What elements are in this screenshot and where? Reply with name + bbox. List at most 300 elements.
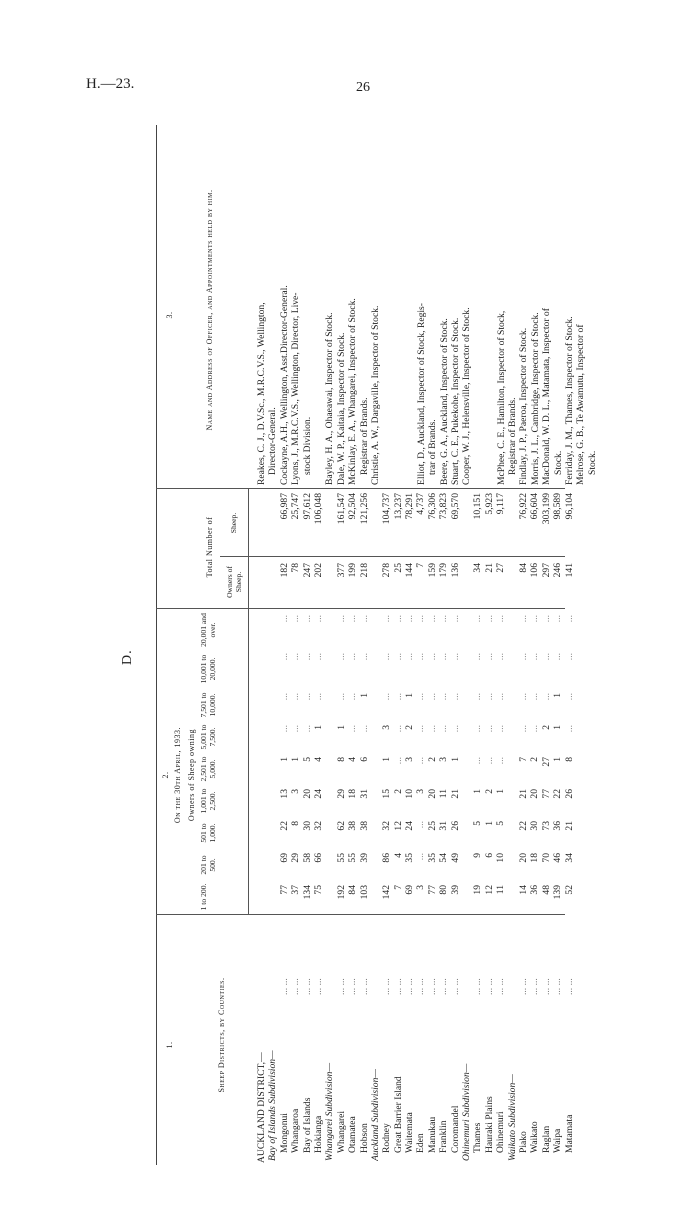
table-cell: ...	[312, 693, 324, 701]
table-cell: 55	[335, 853, 347, 863]
leader-dots: ... ...	[449, 978, 461, 995]
table-cell: 4,737	[415, 493, 427, 515]
table-cell: 8	[290, 821, 302, 826]
leader-dots: ... ...	[426, 978, 438, 995]
range-8: 10,001 to 20,000.	[199, 654, 217, 684]
table-cell: 1	[495, 789, 507, 794]
table-cell: ...	[278, 615, 290, 623]
table-cell: 62	[335, 821, 347, 831]
table-cell: 4	[312, 757, 324, 762]
table-cell: 66,987	[278, 493, 290, 520]
district-name: Ohinemuri Subdivision—	[461, 1063, 473, 1161]
range-6: 5,001 to 7,500.	[199, 724, 217, 750]
col2-title: On the 30th April, 1933.	[173, 726, 182, 824]
district-name: Raglan	[540, 1125, 552, 1153]
leader-dots: ... ...	[552, 978, 564, 995]
table-cell: 192	[335, 885, 347, 900]
table-cell: ...	[449, 653, 461, 661]
table-cell: 26	[563, 789, 575, 799]
table-cell: ...	[426, 693, 438, 701]
table-cell: 31	[358, 789, 370, 799]
table-cell: 1	[290, 757, 302, 762]
leader-dots: ... ...	[563, 978, 575, 995]
table-cell: ...	[563, 615, 575, 623]
table-cell: 30	[301, 821, 313, 831]
table-cell: 8	[563, 757, 575, 762]
table-cell: 36	[529, 885, 541, 895]
officer-line: Registrar of Brands.	[358, 397, 370, 475]
table-cell: ...	[358, 725, 370, 733]
table-cell: ...	[438, 653, 450, 661]
officer-line: McPhee, C. E., Hamilton, Inspector of Stock,	[495, 310, 507, 485]
table-cell: ...	[392, 653, 404, 661]
table-cell: 15	[381, 789, 393, 799]
table-cell: ...	[438, 725, 450, 733]
table-cell: ...	[449, 693, 461, 701]
col1-number: 1.	[165, 1041, 174, 1049]
table-cell: ...	[483, 653, 495, 661]
officer-line	[404, 253, 415, 485]
table-cell: 69	[404, 885, 416, 895]
table-cell: ...	[449, 615, 461, 623]
leader-dots: ... ...	[483, 978, 495, 995]
table-cell: ...	[358, 653, 370, 661]
table-cell: ...	[381, 693, 393, 701]
table-cell: 73,823	[438, 493, 450, 520]
col3-title: Name and Address of Officer, and Appointments held by him.	[205, 189, 214, 431]
table-cell: 13,237	[392, 493, 404, 520]
table-cell: 6	[483, 853, 495, 858]
table-cell: 246	[552, 563, 564, 578]
table-cell: 1	[335, 725, 347, 730]
officer-line: Stuart, C. E., Pukekohe, Inspector of Stock.	[449, 317, 461, 485]
table-cell: ...	[472, 615, 484, 623]
table-cell: 32	[381, 821, 393, 831]
district-name: Rodney	[381, 1123, 393, 1153]
table-cell: ...	[392, 757, 404, 765]
table-cell: 22	[517, 821, 529, 831]
table-cell: 5	[472, 821, 484, 826]
officer-line: MacDonald, W. D. L., Matamata, Inspector of	[541, 308, 553, 485]
table-cell: 30	[529, 821, 541, 831]
col3-number: 3.	[165, 311, 174, 319]
table-cell: ...	[426, 653, 438, 661]
table-cell: ...	[540, 615, 552, 623]
table-cell: 73	[540, 821, 552, 831]
table-cell: 27	[540, 757, 552, 767]
table-cell: 1	[381, 757, 393, 762]
table-cell: 8	[335, 757, 347, 762]
table-cell: 48	[540, 885, 552, 895]
district-name: Coromandel	[449, 1105, 461, 1153]
district-name: Ohinemuri	[495, 1111, 507, 1153]
table-cell: 7	[415, 563, 427, 568]
table-cell: ...	[312, 653, 324, 661]
table-cell: ...	[415, 693, 427, 701]
officer-line: Melrose, G. B., Te Awamutu, Inspector of	[575, 324, 587, 485]
table-cell: 139	[552, 885, 564, 900]
district-name: Matamata	[563, 1114, 575, 1153]
table-cell: 78,291	[404, 493, 416, 520]
district-name: Auckland Subdivision—	[369, 1069, 381, 1161]
sheep-header: Sheep.	[229, 512, 238, 534]
table-cell: 159	[426, 563, 438, 578]
table-cell: 21	[483, 563, 495, 573]
table-cell: ...	[335, 653, 347, 661]
district-name: Waitemata	[404, 1112, 416, 1153]
leader-dots: ... ...	[404, 978, 416, 995]
table-cell: ...	[426, 725, 438, 733]
table-cell: 1	[358, 693, 370, 698]
table-cell: ...	[483, 693, 495, 701]
officer-line: Christie, A. W., Dargaville, Inspector of Stock.	[370, 305, 382, 485]
table-cell: ...	[301, 653, 313, 661]
table-cell: 2	[404, 725, 416, 730]
table-cell: ...	[381, 615, 393, 623]
table-cell: ...	[472, 725, 484, 733]
table-cell: 78	[290, 563, 302, 573]
table-cell: 5	[301, 757, 313, 762]
table-cell: ...	[392, 725, 404, 733]
officer-line: McKinlay, E. A., Whangarei, Inspector of Stock.	[347, 298, 359, 485]
officer-line: Beere, G. A., Auckland, Inspector of Stock.	[438, 318, 450, 485]
table-cell: 38	[347, 821, 359, 831]
table-cell: 20	[517, 853, 529, 863]
table-cell: 38	[358, 821, 370, 831]
table-cell: 1	[278, 757, 290, 762]
table-cell: ...	[563, 725, 575, 733]
district-name: Otamatea	[347, 1116, 359, 1153]
table-cell: ...	[301, 693, 313, 701]
table-cell: ...	[312, 615, 324, 623]
range-1: 1 to 200.	[199, 883, 208, 911]
table-cell: 39	[358, 853, 370, 863]
table-cell: 161,547	[335, 493, 347, 525]
table-cell: 84	[517, 563, 529, 573]
table-cell: ...	[392, 693, 404, 701]
range-2: 201 to 500.	[199, 855, 217, 875]
officer-line: Stock.	[586, 450, 598, 475]
table-cell: ...	[278, 725, 290, 733]
table-cell: ...	[529, 653, 541, 661]
district-name: Franklin	[438, 1120, 450, 1153]
table-cell: 106,048	[312, 493, 324, 525]
table-cell: 29	[290, 853, 302, 863]
leader-dots: ... ...	[358, 978, 370, 995]
table-cell: 29	[335, 789, 347, 799]
table-cell: 25	[392, 563, 404, 573]
table-cell: 9	[472, 853, 484, 858]
officer-line: Lyons, J., M.R.C.V.S., Wellington, Director, Live-	[290, 292, 302, 485]
table-cell: 103	[358, 885, 370, 900]
table-cell: 10	[495, 853, 507, 863]
range-4: 1,001 to 2,500.	[199, 788, 217, 814]
table-cell: ...	[495, 615, 507, 623]
table-cell: 21	[449, 789, 461, 799]
district-name: Whangarei Subdivision—	[324, 1063, 336, 1161]
table-cell: 52	[563, 885, 575, 895]
table-cell: 27	[495, 563, 507, 573]
table-cell: ...	[381, 653, 393, 661]
table-cell: ...	[347, 653, 359, 661]
leader-dots: ... ...	[381, 978, 393, 995]
district-name: Bay of Islands Subdivision—	[267, 1050, 279, 1161]
table-cell: 3	[415, 885, 427, 890]
table-cell: 97,612	[301, 493, 313, 520]
table-cell: ...	[347, 693, 359, 701]
table-cell: ...	[301, 725, 313, 733]
table-cell: 303,199	[540, 493, 552, 525]
table-cell: ...	[404, 615, 416, 623]
table-cell: 199	[347, 563, 359, 578]
table-cell: 2	[540, 725, 552, 730]
table-cell: 1	[449, 757, 461, 762]
table-cell: 76,922	[517, 493, 529, 520]
table-cell: 377	[335, 563, 347, 578]
table-cell: 142	[381, 885, 393, 900]
table-cell: 34	[472, 563, 484, 573]
col2-number: 2.	[161, 771, 170, 779]
col1-title: Sheep Districts, by Counties.	[217, 977, 226, 1093]
table-cell: 5,923	[483, 493, 495, 515]
district-name: Piako	[517, 1131, 529, 1153]
table-cell: 218	[358, 563, 370, 578]
table-cell: 77	[426, 885, 438, 895]
leader-dots: ... ...	[540, 978, 552, 995]
table-cell: ...	[495, 653, 507, 661]
district-name: Mongonui	[278, 1113, 290, 1153]
table-cell: 3	[404, 757, 416, 762]
district-name: Hauraki Plains	[483, 1096, 495, 1153]
table-cell: 25	[426, 821, 438, 831]
table-cell: ...	[449, 725, 461, 733]
table-cell: 24	[312, 789, 324, 799]
officer-list	[256, 253, 598, 485]
district-name: Manukau	[426, 1116, 438, 1153]
table-cell: ...	[517, 653, 529, 661]
range-3: 501 to 1,000.	[199, 823, 217, 843]
officer-line	[393, 253, 404, 485]
table-cell: ...	[278, 693, 290, 701]
table-cell: 1	[552, 725, 564, 730]
table-cell: 2	[426, 757, 438, 762]
table-cell: 14	[517, 885, 529, 895]
table-cell: 106	[529, 563, 541, 578]
table-cell: ...	[392, 615, 404, 623]
table-cell: ...	[472, 653, 484, 661]
district-name: Whangarei	[335, 1110, 347, 1153]
officer-line: Bayley, H. A., Ohaeawai, Inspector of Stock.	[324, 312, 336, 485]
table-cell: 77	[540, 789, 552, 799]
table-cell: 75	[312, 885, 324, 895]
table-cell: 77	[278, 885, 290, 895]
table-cell: 11	[495, 885, 507, 895]
table-cell: 11	[438, 789, 450, 799]
table-cell: 96,104	[563, 493, 575, 520]
officer-line: stock Division.	[301, 416, 313, 475]
table-cell: 3	[415, 789, 427, 794]
leader-dots: ... ...	[472, 978, 484, 995]
table-cell: 34	[563, 853, 575, 863]
leader-dots: ... ...	[438, 978, 450, 995]
table-cell: 2	[392, 789, 404, 794]
table-cell: ...	[563, 693, 575, 701]
table-cell: 35	[404, 853, 416, 863]
table-cell: 66,604	[529, 493, 541, 520]
table-cell: 202	[312, 563, 324, 578]
table-cell: 1	[472, 789, 484, 794]
officer-line	[313, 253, 324, 485]
table-cell: 70	[540, 853, 552, 863]
table-cell: ...	[495, 693, 507, 701]
officer-line: Director-General.	[267, 407, 279, 475]
table-cell: ...	[415, 615, 427, 623]
table-cell: 24	[404, 821, 416, 831]
table-cell: 18	[529, 853, 541, 863]
table-cell: 1	[483, 821, 495, 826]
leader-dots: ... ...	[495, 978, 507, 995]
table-cell: ...	[472, 757, 484, 765]
sheep-return-table	[120, 125, 598, 1165]
table-cell: ...	[517, 693, 529, 701]
table-cell: ...	[529, 615, 541, 623]
officer-line: Elliot, D., Auckland, Inspector of Stock, Regis-	[415, 303, 427, 485]
table-cell: 1	[552, 693, 564, 698]
table-cell: 1	[404, 693, 416, 698]
table-cell: 278	[381, 563, 393, 578]
table-cell: ...	[540, 653, 552, 661]
leader-dots: ... ...	[312, 978, 324, 995]
district-name: Hokianga	[312, 1115, 324, 1153]
district-name: Waikato Subdivision—	[506, 1074, 518, 1161]
table-cell: ...	[290, 653, 302, 661]
table-cell: 84	[347, 885, 359, 895]
table-cell: 31	[438, 821, 450, 831]
leader-dots: ... ...	[335, 978, 347, 995]
table-cell: 141	[563, 563, 575, 578]
table-cell: ...	[552, 615, 564, 623]
officer-line: Dale, W. P., Kaitaia, Inspector of Stock.	[335, 332, 347, 485]
rule-under-header	[248, 489, 249, 915]
officer-line: trar of Brands.	[427, 419, 439, 475]
officer-line: Cooper, W. J., Helensville, Inspector of Stock.	[461, 307, 473, 485]
table-cell: 55	[347, 853, 359, 863]
owners-owning-caption: Owners of Sheep owning	[187, 728, 196, 822]
table-cell: ...	[290, 693, 302, 701]
officer-line: Ferriday, J. M., Thames, Inspector of Stock.	[563, 316, 575, 485]
table-cell: 66	[312, 853, 324, 863]
total-number-caption: Total Number of	[205, 516, 214, 578]
table-cell: ...	[347, 725, 359, 733]
table-cell: 35	[426, 853, 438, 863]
table-cell: 20	[426, 789, 438, 799]
district-name: Waikato	[529, 1121, 541, 1153]
owners-header: Owners of Sheep.	[225, 566, 243, 598]
range-7: 7,501 to 10,000.	[199, 692, 217, 718]
table-cell: 6	[358, 757, 370, 762]
table-cell: 9,117	[495, 493, 507, 515]
table-cell: ...	[483, 615, 495, 623]
appendix-letter: D.	[120, 649, 135, 665]
table-cell: 13	[278, 789, 290, 799]
range-5: 2,501 to 5,000.	[199, 756, 217, 782]
officer-line	[484, 253, 495, 485]
table-cell: 20	[301, 789, 313, 799]
table-cell: ...	[290, 615, 302, 623]
officer-line: Morris, J. L., Cambridge, Inspector of Stock.	[529, 312, 541, 485]
table-cell: ...	[335, 615, 347, 623]
table-cell: 18	[347, 789, 359, 799]
table-cell: ...	[404, 653, 416, 661]
table-cell: ...	[529, 725, 541, 733]
table-cell: ...	[415, 821, 427, 829]
table-cell: 25,747	[290, 493, 302, 520]
leader-dots: ... ...	[301, 978, 313, 995]
table-cell: 4	[347, 757, 359, 762]
table-cell: ...	[517, 615, 529, 623]
table-cell: 12	[483, 885, 495, 895]
table-cell: 98,589	[552, 493, 564, 520]
table-cell: 19	[472, 885, 484, 895]
table-cell: 58	[301, 853, 313, 863]
district-name: Eden	[415, 1133, 427, 1153]
leader-dots: ... ...	[517, 978, 529, 995]
leader-dots: ... ...	[290, 978, 302, 995]
table-cell: ...	[415, 653, 427, 661]
table-cell: 86	[381, 853, 393, 863]
table-cell: ...	[426, 615, 438, 623]
leader-dots: ... ...	[278, 978, 290, 995]
table-cell: ...	[552, 653, 564, 661]
table-cell: 26	[449, 821, 461, 831]
table-cell: 134	[301, 885, 313, 900]
table-cell: 3	[290, 789, 302, 794]
leader-dots: ... ...	[347, 978, 359, 995]
table-cell: 49	[449, 853, 461, 863]
district-name: Great Barrier Island	[392, 1076, 404, 1153]
table-cell: ...	[347, 615, 359, 623]
district-name: Waipa	[552, 1128, 564, 1153]
table-cell: ...	[438, 615, 450, 623]
table-cell: 22	[278, 821, 290, 831]
table-cell: ...	[563, 653, 575, 661]
table-cell: 92,504	[347, 493, 359, 520]
table-cell: 182	[278, 563, 290, 578]
table-cell: ...	[529, 693, 541, 701]
table-cell: 1	[552, 757, 564, 762]
table-cell: ...	[472, 693, 484, 701]
table-cell: ...	[290, 725, 302, 733]
district-name: AUCKLAND DISTRICT,—	[256, 1052, 267, 1163]
table-cell: 76,306	[426, 493, 438, 520]
table-cell: 1	[312, 725, 324, 730]
table-cell: ...	[415, 853, 427, 861]
table-cell: ...	[438, 693, 450, 701]
table-cell: 4	[392, 853, 404, 858]
table-cell: ...	[358, 615, 370, 623]
table-cell: 7	[392, 885, 404, 890]
officer-line: Findlay, J. P., Paeroa, Inspector of Stock.	[518, 327, 530, 485]
table-cell: 37	[290, 885, 302, 895]
table-cell: 121,256	[358, 493, 370, 525]
table-cell: 3	[381, 725, 393, 730]
table-cell: 10	[404, 789, 416, 799]
table-cell: 136	[449, 563, 461, 578]
table-cell: ...	[335, 693, 347, 701]
officer-line: Stock.	[552, 450, 564, 475]
table-cell: 36	[552, 821, 564, 831]
district-name: Whangaroa	[290, 1108, 302, 1153]
